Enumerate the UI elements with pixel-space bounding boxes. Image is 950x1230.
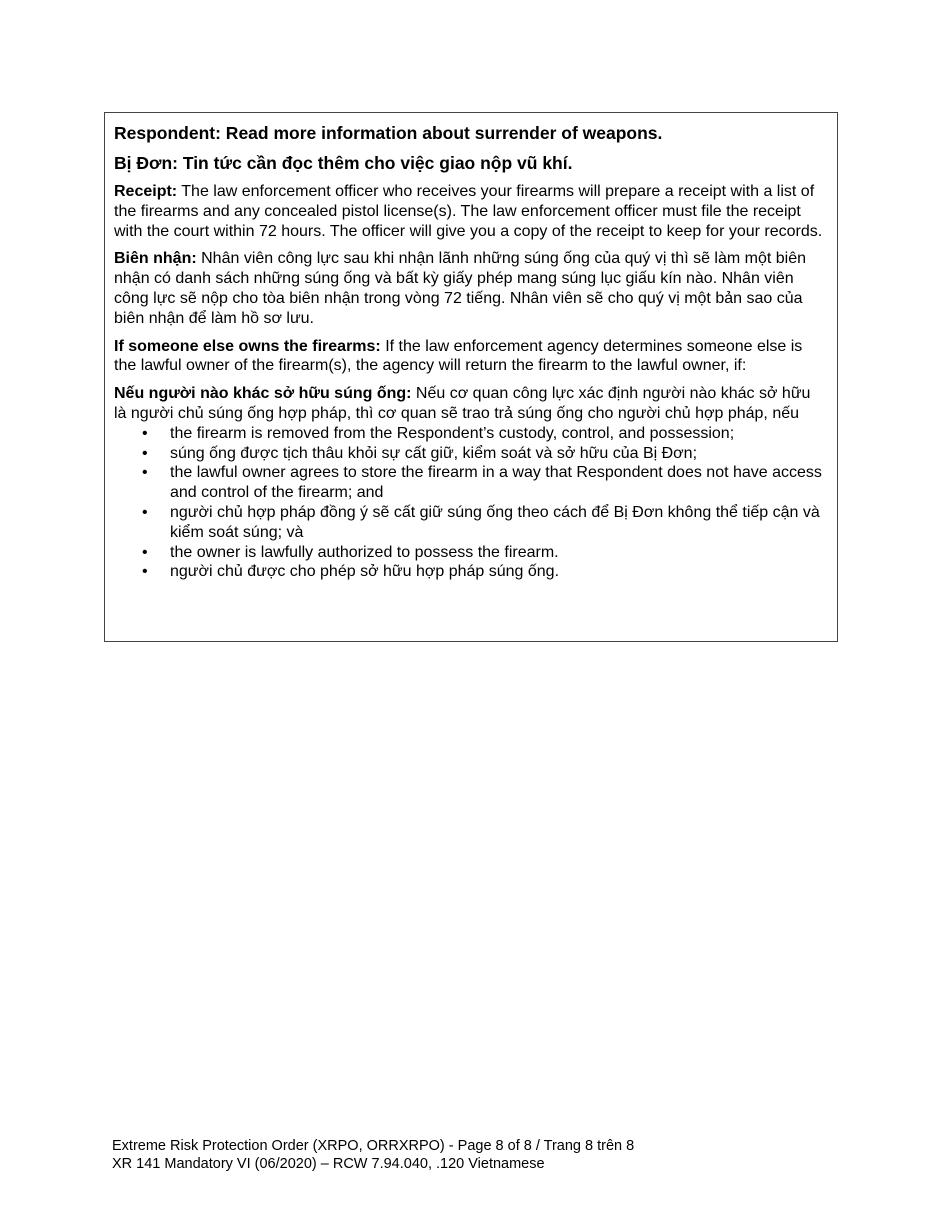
owner-label-vietnamese: Nếu người nào khác sở hữu súng ống: <box>114 385 412 403</box>
bullet-icon: • <box>142 563 148 581</box>
heading-vietnamese: Bị Đơn: Tin tức cần đọc thêm cho việc giao nộp vũ khí. <box>114 153 573 173</box>
receipt-label-english: Receipt: <box>114 183 178 200</box>
owner-text-vietnamese: Nếu cơ quan công lực xác định người nào khác sở hữu là người chủ súng ống hợp pháp, thì cơ quan sẽ trao trả súng ống cho người chủ hợp pháp, nếu <box>114 385 811 422</box>
heading-english: Respondent: Read more information about surrender of weapons. <box>114 123 663 143</box>
receipt-text-english: The law enforcement officer who receives your firearms will prepare a receipt with a list of the firearms and any concealed pistol license(s). The law enforcement officer must file the receipt with the court within 72 hours. The officer will give you a copy of the receipt to keep for your records. <box>114 183 823 240</box>
list-item <box>114 543 827 563</box>
receipt-label-vietnamese: Biên nhận: <box>114 250 197 268</box>
bullet-icon: • <box>142 444 148 462</box>
list-item-text: súng ống được tịch thâu khỏi sự cất giữ, kiểm soát và sở hữu của Bị Đơn; <box>170 444 698 462</box>
list-item-text: the firearm is removed from the Respondent’s custody, control, and possession; <box>170 424 735 442</box>
bullet-icon: • <box>142 543 148 561</box>
bullet-icon: • <box>142 464 148 482</box>
footer-form-code: XR 141 Mandatory VI (06/2020) – RCW 7.94.040, .120 Vietnamese <box>112 1156 545 1172</box>
list-item <box>114 463 827 503</box>
receipt-text-vietnamese: Nhân viên công lực sau khi nhận lãnh những súng ống của quý vị thì sẽ làm một biên nhận có danh sách những súng ống và bất kỳ giấy phép mang súng lục giấu kín nào. Nhân viên công lực sẽ nộp cho tòa biên nhận trong vòng 72 tiếng. Nhân viên sẽ cho quý vị một bản sao của biên nhận để làm hồ sơ lưu. <box>114 250 807 327</box>
list-item-text: người chủ được cho phép sở hữu hợp pháp súng ống. <box>170 563 560 581</box>
list-item-text: the lawful owner agrees to store the firearm in a way that Respondent does not have access and control of the firearm; and <box>170 464 822 502</box>
bullet-icon: • <box>142 424 148 442</box>
weapons-surrender-notice-box <box>104 112 838 642</box>
footer-form-title: Extreme Risk Protection Order (XRPO, ORRXRPO) - Page 8 of 8 / Trang 8 trên 8 <box>112 1138 635 1154</box>
list-item-text: the owner is lawfully authorized to possess the firearm. <box>170 543 559 561</box>
return-conditions-list <box>114 424 827 582</box>
owner-label-english: If someone else owns the firearms: <box>114 337 381 355</box>
receipt-paragraph-english <box>114 182 827 241</box>
list-item <box>114 503 827 543</box>
page-footer <box>112 1137 634 1173</box>
list-item-text: người chủ hợp pháp đồng ý sẽ cất giữ súng ống theo cách để Bị Đơn không thể tiếp cận và kiểm soát súng; và <box>170 503 820 541</box>
bullet-icon: • <box>142 503 148 521</box>
owner-text-english: If the law enforcement agency determines someone else is the lawful owner of the firearm(s), the agency will return the firearm to the lawful owner, if: <box>114 337 803 375</box>
owner-paragraph-english <box>114 337 827 377</box>
list-item <box>114 424 827 444</box>
list-item <box>114 562 827 582</box>
owner-paragraph-vietnamese <box>114 384 827 424</box>
receipt-paragraph-vietnamese <box>114 249 827 328</box>
list-item <box>114 444 827 464</box>
